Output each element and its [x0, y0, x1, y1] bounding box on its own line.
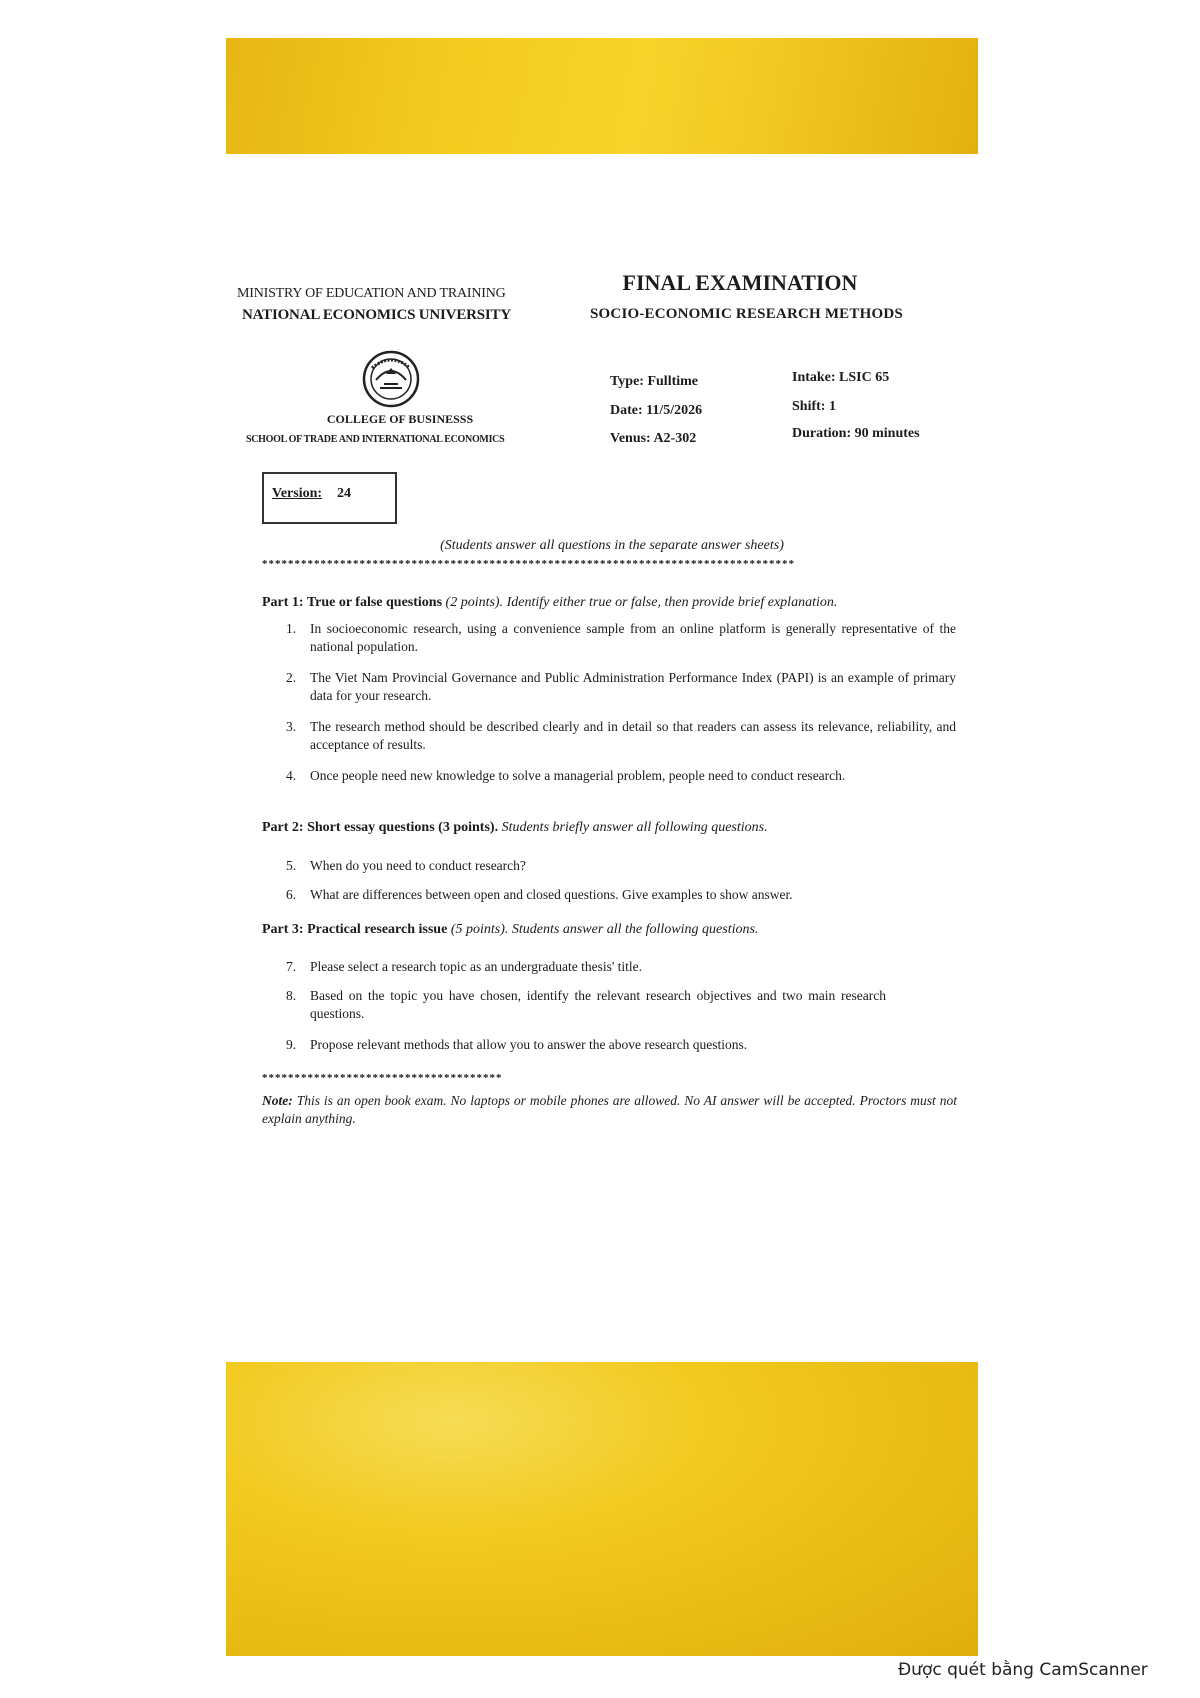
question-item	[286, 886, 956, 904]
separator-line: **********************************************************************************	[262, 558, 795, 570]
separator-line-short: *************************************	[262, 1072, 503, 1084]
ministry-name: MINISTRY OF EDUCATION AND TRAINING	[237, 286, 506, 301]
exam-shift: Shift: 1	[792, 399, 836, 414]
part-3-desc: Students answer all the following questions.	[511, 922, 759, 937]
exam-venue: Venus: A2-302	[610, 431, 697, 446]
question-item	[286, 987, 886, 1023]
subject-title: SOCIO-ECONOMIC RESEARCH METHODS	[590, 306, 903, 322]
question-item	[286, 767, 956, 785]
part-3-heading	[262, 922, 962, 938]
question-number: 3.	[286, 719, 297, 734]
exam-intake: Intake: LSIC 65	[792, 370, 890, 385]
question-text: The Viet Nam Provincial Governance and Public Administration Performance Index (PAPI) is an example of primary data for your research.	[310, 670, 956, 703]
question-text: The research method should be described clearly and in detail so that readers can assess its relevance, reliability, and acceptance of results.	[310, 719, 956, 752]
part-3-points: (5 points).	[450, 922, 509, 937]
question-text: Please select a research topic as an undergraduate thesis' title.	[310, 959, 643, 974]
exam-note	[262, 1092, 957, 1128]
exam-date: Date: 11/5/2026	[610, 403, 703, 418]
question-number: 2.	[286, 670, 297, 685]
part-3-title: Part 3: Practical research issue	[262, 922, 448, 937]
college-name: COLLEGE OF BUSINESSS	[326, 412, 474, 426]
question-number: 7.	[286, 959, 297, 974]
part-2-title: Part 2: Short essay questions (3 points).	[262, 820, 499, 835]
note-text: This is an open book exam. No laptops or mobile phones are allowed. No AI answer will be accepted. Proctors must not explain anything.	[262, 1093, 957, 1126]
part-2-heading	[262, 820, 962, 836]
question-item	[286, 718, 956, 754]
question-number: 4.	[286, 768, 297, 783]
question-number: 5.	[286, 858, 297, 873]
question-text: Once people need new knowledge to solve a managerial problem, people need to conduct research.	[310, 768, 846, 783]
instruction-text: (Students answer all questions in the separate answer sheets)	[440, 538, 784, 553]
version-label: Version:	[272, 486, 323, 501]
question-text: What are differences between open and closed questions. Give examples to show answer.	[310, 887, 793, 902]
question-text: Based on the topic you have chosen, identify the relevant research objectives and two main research questions.	[310, 988, 886, 1021]
exam-title: FINAL EXAMINATION	[622, 270, 858, 295]
question-number: 1.	[286, 621, 297, 636]
question-item	[286, 958, 956, 976]
part-2-desc: Students briefly answer all following questions.	[501, 820, 768, 835]
question-item	[286, 620, 956, 656]
question-item	[286, 1036, 956, 1054]
question-number: 8.	[286, 988, 297, 1003]
part-1-points: (2 points).	[445, 595, 504, 610]
exam-duration: Duration: 90 minutes	[792, 426, 920, 441]
camscanner-watermark: Được quét bằng CamScanner	[898, 1660, 1148, 1680]
part-1-heading	[262, 595, 962, 611]
question-item	[286, 857, 956, 875]
question-number: 9.	[286, 1037, 297, 1052]
question-text: When do you need to conduct research?	[310, 858, 526, 873]
university-logo-icon	[362, 350, 420, 408]
question-item	[286, 669, 956, 705]
scan-yellow-band-top	[226, 38, 978, 154]
question-text: In socioeconomic research, using a convenience sample from an online platform is generally representative of the national population.	[310, 621, 956, 654]
scan-yellow-band-bottom	[226, 1362, 978, 1656]
question-number: 6.	[286, 887, 297, 902]
part-1-title: Part 1: True or false questions	[262, 595, 443, 610]
school-name: SCHOOL OF TRADE AND INTERNATIONAL ECONOMICS	[246, 434, 505, 445]
note-label: Note:	[262, 1093, 293, 1108]
university-name: NATIONAL ECONOMICS UNIVERSITY	[242, 307, 511, 323]
version-value: 24	[337, 486, 351, 501]
question-text: Propose relevant methods that allow you to answer the above research questions.	[310, 1037, 748, 1052]
part-1-desc: Identify either true or false, then provide brief explanation.	[506, 595, 838, 610]
exam-sheet	[232, 262, 972, 1162]
exam-type: Type: Fulltime	[610, 374, 699, 389]
